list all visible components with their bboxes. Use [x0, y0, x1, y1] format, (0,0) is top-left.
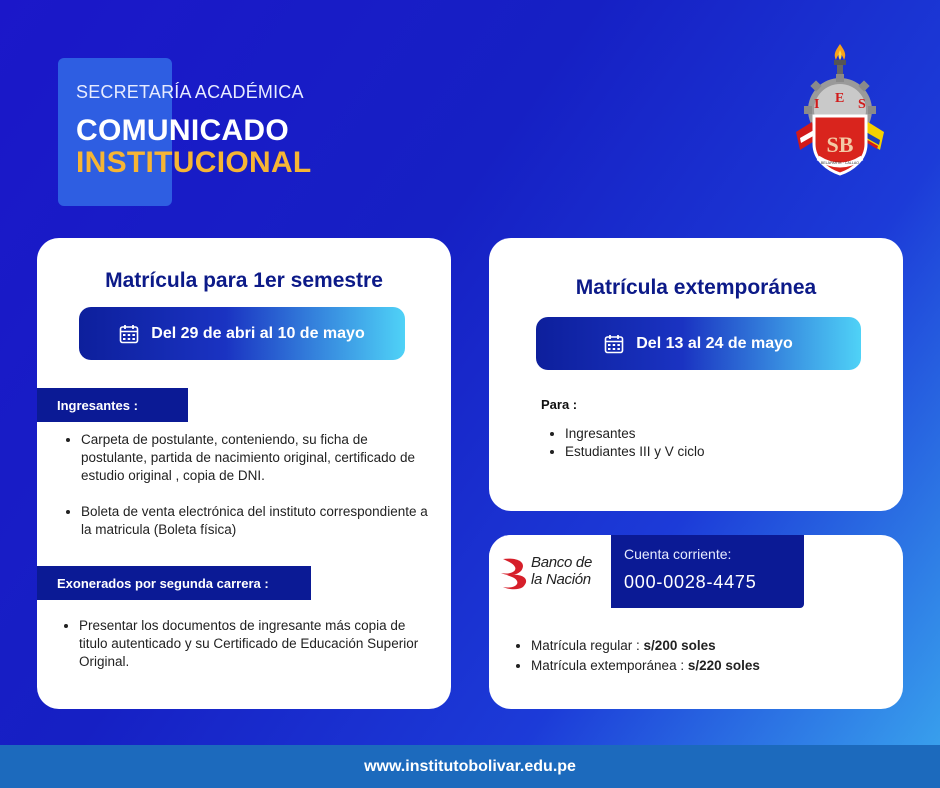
first-semester-date — [79, 307, 405, 360]
account-panel — [611, 535, 804, 608]
fees-list — [513, 636, 883, 676]
first-semester-card — [37, 238, 451, 709]
fee-amount: s/200 soles — [643, 638, 716, 653]
list-item: • Presentar los documentos de ingresante más copia de titulo autenticado y su Certificado de Educación Superior Original. — [79, 617, 433, 671]
fee-item — [531, 656, 883, 676]
logo-caption: BELAPARTE · CALLAO — [820, 161, 860, 165]
fee-amount: s/220 soles — [687, 658, 760, 673]
ingresantes-tag: Ingresantes : — [37, 388, 188, 422]
calendar-icon — [604, 334, 624, 354]
institute-logo — [792, 40, 888, 180]
logo-letter: I — [814, 97, 820, 112]
bank-logo — [489, 535, 611, 608]
bank-name-line1: Banco de — [531, 554, 592, 571]
list-item: • Ingresantes — [565, 425, 867, 443]
late-enrollment-card — [489, 238, 903, 511]
exonerados-list — [61, 617, 433, 671]
list-item: • Carpeta de postulante, conteniendo, su ficha de postulante, partida de nacimiento original, certificado de estudio original , copia de DNI. — [81, 431, 433, 485]
fee-item — [531, 636, 883, 656]
bank-name-line2: la Nación — [531, 571, 591, 588]
first-semester-title: Matrícula para 1er semestre — [105, 269, 383, 292]
para-label: Para : — [541, 397, 578, 412]
logo-letter: E — [835, 91, 845, 106]
ingresantes-list — [63, 431, 433, 539]
footer-bar — [0, 745, 940, 788]
header-title-highlight: INSTITUCIONAL — [76, 146, 312, 179]
exonerados-tag: Exonerados por segunda carrera : — [37, 566, 311, 600]
logo-monogram: SB — [826, 132, 854, 157]
bank-info-card — [489, 535, 903, 709]
account-number: 000-0028-4475 — [624, 572, 757, 592]
list-item: • Estudiantes III y V ciclo — [565, 443, 867, 461]
account-label: Cuenta corriente: — [624, 546, 732, 562]
logo-letter: S — [858, 97, 866, 112]
late-enrollment-list — [547, 425, 867, 461]
fee-label: Matrícula extemporánea : — [531, 658, 688, 673]
late-enrollment-title: Matrícula extemporánea — [575, 276, 817, 299]
header-subtitle: SECRETARÍA ACADÉMICA — [76, 82, 304, 102]
calendar-icon — [119, 324, 139, 344]
fee-label: Matrícula regular : — [531, 638, 644, 653]
date-range-text: Del 29 de abri al 10 de mayo — [151, 324, 365, 342]
date-range-text: Del 13 al 24 de mayo — [636, 334, 793, 352]
list-item: • Boleta de venta electrónica del instituto correspondiente a la matricula (Boleta física) — [81, 503, 433, 539]
website-link[interactable]: www.institutobolivar.edu.pe — [364, 757, 576, 775]
late-enrollment-date — [536, 317, 861, 370]
header-title: COMUNICADO — [76, 114, 289, 147]
